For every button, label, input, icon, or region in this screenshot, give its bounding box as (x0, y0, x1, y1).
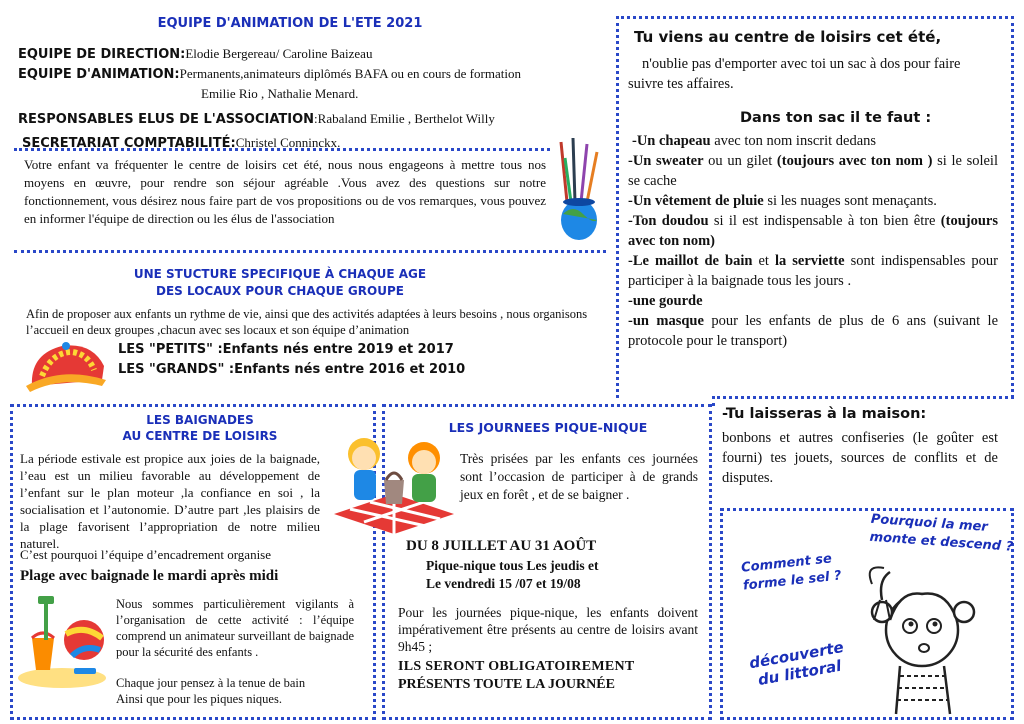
intro-divider (14, 148, 550, 151)
baignades-text5: Ainsi que pour les piques niques. (116, 692, 282, 706)
sac-item-chapeau: -Un chapeau avec ton nom inscrit dedans (632, 133, 877, 149)
piquenique-text: Très prisées par les enfants ces journées sont l’occasion de participer à de grands jeux en forêt , et de se baigner . (460, 451, 698, 502)
sac-title: Tu viens au centre de loisirs cet été, (634, 28, 942, 46)
group-grands: LES "GRANDS" :Enfants nés entre 2016 et 2010 (118, 362, 466, 377)
cap-icon (22, 336, 112, 394)
sac-box-notch (712, 396, 715, 406)
baignades-highlight: Plage avec baignade le mardi après midi (20, 568, 279, 584)
littoral-question-sel: Comment se forme le sel ? (740, 551, 843, 594)
paint-brushes-icon (553, 134, 605, 242)
maison-text: bonbons et autres confiseries (le goûter est fourni) tes jouets, sources de conflits et de disputes. (722, 430, 998, 486)
intro-divider-bottom (14, 250, 606, 253)
sac-intro: n'oublie pas d'emporter avec toi un sac à dos pour faire suivre tes affaires. (628, 56, 961, 92)
sac-item-masque: -un masque pour les enfants de plus de 6 ans (suivant le protocole pour le transport) (628, 313, 998, 349)
header-title: EQUIPE D'ANIMATION DE L'ETE 2021 (157, 16, 423, 31)
littoral-question-mer: Pourquoi la mer monte et descend ? (869, 511, 1014, 555)
sac-item-maillot: -Le maillot de bain et la serviette sont indispensables pour participer à la baignade tous les jours . (628, 253, 998, 289)
sac-subtitle: Dans ton sac il te faut : (740, 110, 932, 126)
sac-item-sweater: -Un sweater ou un gilet (toujours avec ton nom ) si le soleil se cache (628, 153, 998, 189)
baignades-text2: C’est pourquoi l’équipe d’encadrement organise (20, 547, 272, 562)
sac-list (628, 131, 998, 351)
sac-item-pluie: -Un vêtement de pluie si les nuages sont menaçants. (628, 193, 937, 209)
piquenique-line1: Pique-nique tous Les jeudis et (426, 558, 599, 573)
staff-row-elus: RESPONSABLES ELUS DE L'ASSOCIATION:Rabaland Emilie , Berthelot Willy (18, 111, 495, 127)
staff-row-secretariat: SECRETARIAT COMPTABILITÉ:Christel Conninckx. (22, 135, 341, 151)
staff-list (18, 44, 598, 153)
baignades-title: LES BAIGNADES AU CENTRE DE LOISIRS (122, 413, 278, 443)
beach-toys-icon (14, 594, 110, 692)
baignades-text3: Nous sommes particulièrement vigilants à l’organisation de cette activité : l’équipe comprend un animateur surveillant de baignade pour la sécurité des enfants . (116, 597, 354, 659)
maison-title: -Tu laisseras à la maison: (722, 406, 927, 422)
staff-row-animation: EQUIPE D'ANIMATION:Permanents,animateurs diplômés BAFA ou en cours de formation (18, 66, 521, 82)
piquenique-text2: Pour les journées pique-nique, les enfants doivent impérativement être présents au centre de loisirs avant 9h45 ; (398, 605, 698, 654)
staff-row-animation-names: Emilie Rio , Nathalie Menard. (201, 86, 359, 101)
sac-box-bottom (712, 396, 1014, 399)
piquenique-dates: DU 8 JUILLET AU 31 AOÛT (406, 538, 597, 554)
baignades-text: La période estivale est propice aux joies de la baignade, l’eau est un milieu favorable au développement de l’enfant sur le plan moteur ,la confiance en soi , la socialisation et l’autonomie. D’autre part ,les plaisirs de la plage favorisent l’appropriation de notre milieu naturel. (20, 451, 320, 551)
group-petits: LES "PETITS" :Enfants nés entre 2019 et 2017 (118, 342, 454, 357)
piquenique-title: LES JOURNEES PIQUE-NIQUE (448, 420, 648, 435)
intro-text: Votre enfant va fréquenter le centre de loisirs cet été, nous nous engageons à mettre tous nos moyens en œuvre, pour rendre son séjour agréable .Vous avez des questions sur notre fonctionnement, vous désirez nous faire part de vos propositions ou de vos remarques, vous pouvez en informer l'équipe de direction ou les élus de l'association (24, 157, 546, 226)
piquenique-bold2: PRÉSENTS TOUTE LA JOURNÉE (398, 677, 615, 692)
sac-item-doudou: -Ton doudou si il est indispensable à ton bien être (toujours avec ton nom) (628, 213, 998, 249)
picnic-kids-icon (330, 424, 458, 536)
structure-text: Afin de proposer aux enfants un rythme de vie, ainsi que des activités adaptées à leurs besoins , nous organisons l’accueil en deux groupes ,chacun avec ses locaux et son équipe d’animation (26, 307, 588, 337)
piquenique-bold1: ILS SERONT OBLIGATOIREMENT (398, 659, 635, 674)
sac-item-gourde: -une gourde (628, 293, 703, 309)
structure-title: UNE STUCTURE SPECIFIQUE À CHAQUE AGE DES LOCAUX POUR CHAQUE GROUPE (133, 267, 427, 298)
littoral-label: découverte du littoral (747, 637, 846, 690)
baignades-text4: Chaque jour pensez à la tenue de bain (116, 676, 306, 690)
thinking-child-icon (860, 560, 980, 716)
piquenique-line2: Le vendredi 15 /07 et 19/08 (426, 576, 581, 591)
staff-row-direction: EQUIPE DE DIRECTION:Elodie Bergereau/ Caroline Baizeau (18, 46, 373, 62)
